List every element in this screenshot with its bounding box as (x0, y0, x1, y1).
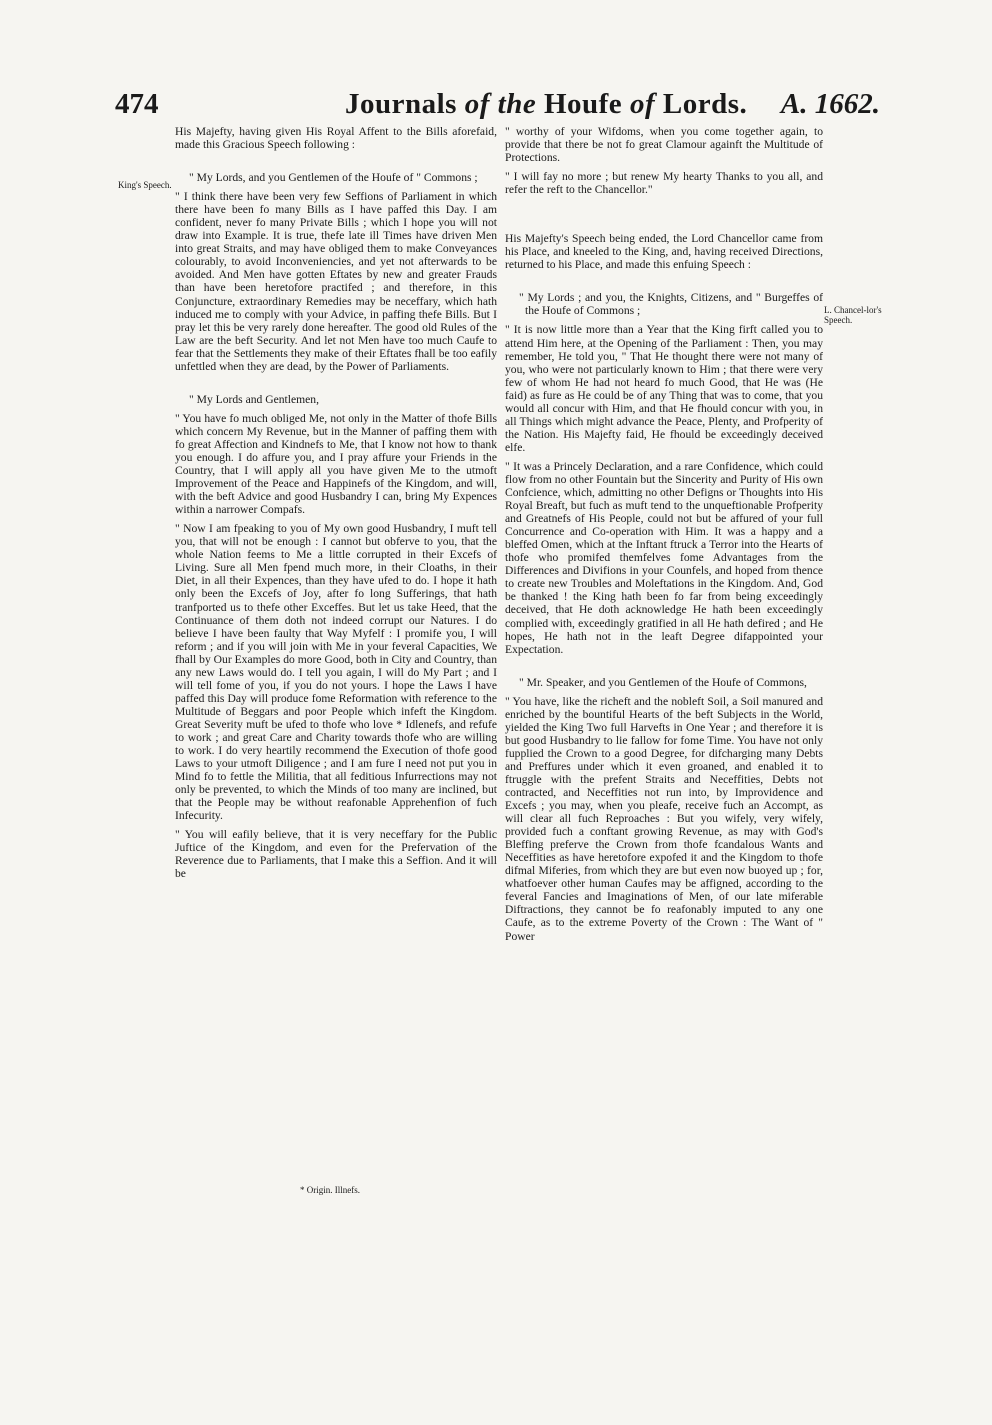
page-year: A. 1662. (780, 88, 880, 120)
footnote: * Origin. Illnefs. (300, 1185, 360, 1195)
paragraph: " It was a Princely Declaration, and a rare Confidence, which could flow from no other Fountain but the Sincerity and Purity of His own Confcience, which, admitting no other Defigns or Thoughts into His Royal Breaft, but fuch as muft tend to the unqueftionable Profperity and Greatnefs of His People, could not but be affured of your full Concurrence and Co-operation with Him. It was a happy and a bleffed Omen, which at the Inftant ftruck a Terror into the Hearts of thofe who promifed themfelves fome Advantages from the Differences and Divifions in your Counfels, and hoped from thence to create new Troubles and Moleftations in the Kingdom. And, God be thanked ! the King hath been fo far from being exceedingly deceived, that He doth acknowledge He hath been exceedingly complied with, exceedingly gratified in all He hath defired ; and He hopes, He hath not in the leaft Degree difappointed your Expectation. (505, 459, 823, 656)
paragraph: " You will eafily believe, that it is very neceffary for the Public Juftice of the Kingdom, and even for the Prefervation of the Reverence due to Parliaments, that I make this a Seffion. And it will be (175, 828, 497, 881)
paragraph: " I think there have been very few Seffions of Parliament in which there have been fo many Bills as I have paffed this Day. I am confident, never fo many Private Bills ; which I hope you will not draw into Example. It is true, thefe late ill Times have driven Men into great Straits, and may have obliged them to make Conveyances colourably, to avoid Inconveniencies, and yet not afterwards to be avoided. And Men have gotten Eftates by new and greater Frauds than have been heretofore practifed ; and therefore, in this Conjuncture, extraordinary Remedies may be neceffary, which hath induced me to comply with your Advice, in paffing thefe Bills. But I pray let this be very rarely done hereafter. The good old Rules of the Law are the beft Security. And let not Men have too much Caufe to fear that the Settlements they make of their Eftates fhall be too eafily unfettled when they are dead, by the Power of Parliaments. (175, 190, 497, 373)
right-column (505, 125, 823, 949)
running-title-part: Houfe (543, 88, 623, 120)
paragraph: " I will fay no more ; but renew My hearty Thanks to you all, and refer the reft to the Chancellor." (505, 170, 823, 197)
running-title-part: of (629, 88, 656, 120)
paragraph: " Now I am fpeaking to you of My own good Husbandry, I muft tell you, that will not be enough : I cannot but obferve to you, that the whole Nation feems to Me a little corrupted in their Excefs of Living. Sure all Men fpend much more, in their Cloaths, in their Diet, in all their Expences, than they have ufed to do. I hope it hath only been the Excefs of Joy, after fo long Sufferings, that hath tranfported us to thefe other Exceffes. But let us take Heed, that the Continuance of them doth not indeed corrupt our Natures. I do believe I have been faulty that Way Myfelf : I promife you, I will reform ; and if you will join with Me in your feveral Capacities, We fhall by Our Examples do more Good, both in City and Country, than any new Laws would do. I tell you again, I will do My Part ; and I will tell fome of you, if you do not yours. I hope the Laws I have paffed this Day will produce fome Reformation with reference to the Multitude of Beggars and poor People which infeft the Kingdom. Great Severity muft be ufed to thofe who love * Idlenefs, and refufe to work ; and great Care and Charity towards thofe who are willing to work. I do very heartily recommend the Execution of thofe good Laws to your utmoft Diligence ; and I am fure I need not put you in Mind fo to fettle the Militia, that all feditious Infurrections may not only be prevented, to which the Minds of too many are inclined, but that the People may be without reafonable Apprehenfion of fuch Infecurity. (175, 522, 497, 823)
margin-note-kings-speech: King's Speech. (118, 180, 172, 190)
paragraph: " You have, like the richeft and the nobleft Soil, a Soil manured and enriched by the bountiful Hearts of the beft Subjects in the World, yielded the King Two full Harvefts in One Year ; and therefore it is but good Husbandry to lie fallow for fome Time. You have not only fupplied the Crown to a good Degree, for difcharging many Debts and Preffures under which it even groaned, and enabled it to ftruggle with the prefent Straits and Neceffities, Debts not contracted, and Neceffities not run into, by Improvidence and Excefs ; you may, when you pleafe, receive fuch an Accompt, as will clear all fuch Reproaches : But you wifely, very wifely, provided fuch a conftant growing Revenue, as may with God's Bleffing preferve the Crown from thofe fcandalous Wants and Neceffities as have heretofore expofed it and the Kingdom to thofe difmal Miferies, from which they are but even now buoyed up ; for, whatfoever other human Caufes may be affigned, according to the feveral Fancies and Imaginations of Men, of our late miferable Diftractions, they cannot be fo reafonably imputed to any one Caufe, as to the extreme Poverty of the Crown : The Want of " Power (505, 694, 823, 943)
paragraph: " worthy of your Wifdoms, when you come together again, to provide that there be not fo great Clamour againft the Multitude of Protections. (505, 125, 823, 165)
salutation: " My Lords ; and you, the Knights, Citizens, and " Burgeffes of the Houfe of Commons ; (519, 291, 823, 318)
running-title-part: Journals (345, 88, 465, 120)
paragraph: " It is now little more than a Year that the King firft called you to attend Him here, at the Opening of the Parliament : Then, you may remember, He told you, " That He thought there were not many of you, who were not particularly known to Him ; that there were very few of whom He had not heard fo much Good, that He was (He faid) as fure as He could be of any Thing that was to come, that you would all concur with Him, and that He fhould concur with you, in all Things which might advance the Peace, Plenty, and Profperity of the Nation. His Majefty faid, He fhould be exceedingly deceived elfe. (505, 323, 823, 454)
running-title-part: the (489, 88, 544, 120)
running-title (345, 88, 747, 121)
page-header (115, 88, 880, 128)
running-title-part: of (464, 88, 490, 120)
running-title-part (622, 88, 630, 120)
paragraph: His Majefty's Speech being ended, the Lord Chancellor came from his Place, and kneeled to the King, and, having received Directions, returned to his Place, and made this enfuing Speech : (505, 232, 823, 272)
paragraph: His Majefty, having given His Royal Affent to the Bills aforefaid, made this Gracious Speech following : (175, 125, 497, 152)
running-title-part: Lords. (655, 88, 748, 120)
salutation: " Mr. Speaker, and you Gentlemen of the Houfe of Commons, (519, 675, 807, 689)
salutation: " My Lords, and you Gentlemen of the Houfe of " Commons ; (189, 171, 478, 185)
paragraph: " You have fo much obliged Me, not only in the Matter of thofe Bills which concern My Revenue, but in the Manner of paffing them with fo great Affection and Kindnefs to Me, that I know not how to thank you enough. I do affure you, and I pray affure your Friends in the Country, that I will apply all you have given Me to the utmoft Improvement of the Peace and Happinefs of the Kingdom, and will, with the beft Advice and good Husbandry I can, bring My Expences within a narrower Compafs. (175, 411, 497, 517)
margin-note-chancellors-speech: L. Chancel-lor's Speech. (824, 305, 882, 325)
page-number: 474 (115, 88, 159, 120)
left-column (175, 125, 497, 886)
salutation: " My Lords and Gentlemen, (189, 392, 319, 406)
